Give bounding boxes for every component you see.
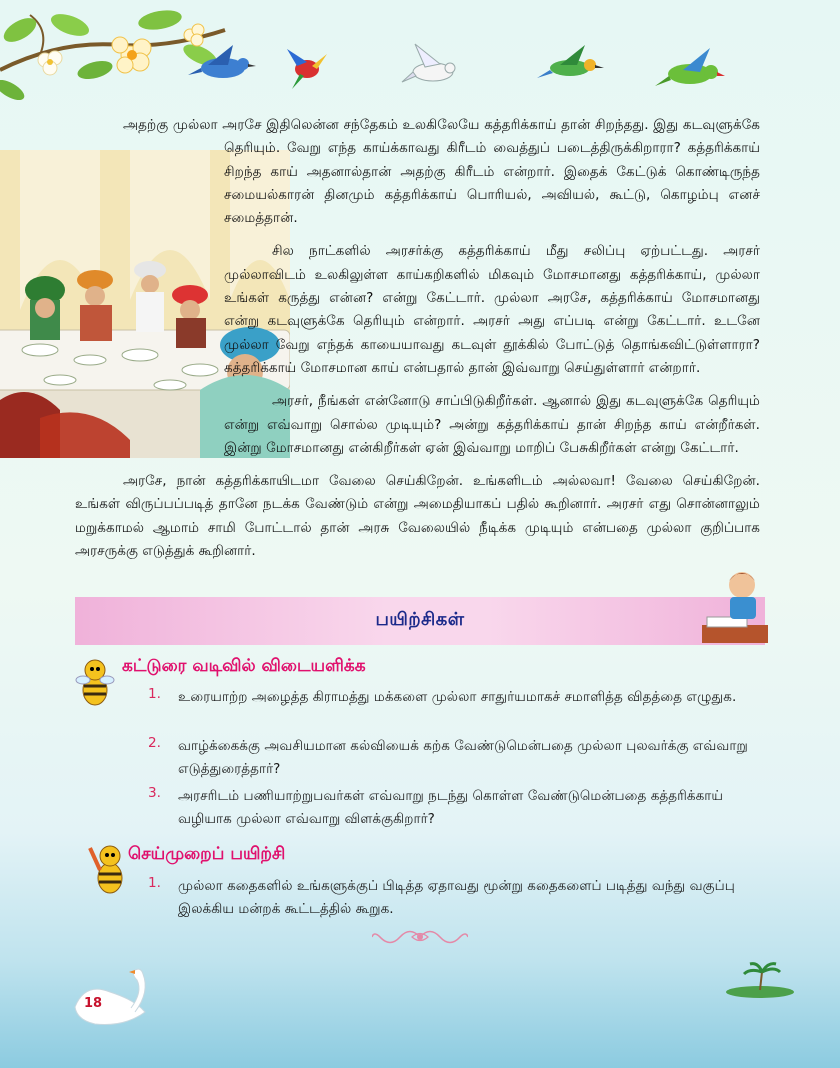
bee-eater-bird-icon: [535, 40, 605, 90]
studying-boy-icon: [702, 565, 768, 645]
story-paragraph-2: சில நாட்களில் அரசர்க்கு கத்தரிக்காய் மீது சலிப்பு ஏற்பட்டது. அரசர் முல்லாவிடம் உலகிலுள்ள காய்கறிகளில் மிகவும் மோசமானது கத்தரிக்காய், முல்லா உங்கள் கருத்து என்ன? என்று கேட்டார். முல்லா அரசே, கத்தரிக்காய் மோசமானது என்று கடவுளுக்கே தெரியும் என்றார். அரசர் அது எப்படி என்று கேட்டார். உடனே முல்லா வேறு எந்தக் காயையாவது கடவுள் தூக்கில் போட்டுத் தொங்கவிட்டுள்ளாரா? கத்தரிக்காய் மோசமான காய் என்பதால் தான் இவ்வாறு செய்துள்ளார் என்றார்.: [224, 243, 760, 376]
q2-number: 2.: [148, 735, 161, 751]
q3-text: அரசரிடம் பணியாற்றுபவர்கள் எவ்வாறு நடந்து கொள்ள வேண்டுமென்பதை கத்தரிக்காய் வழியாக முல்லா எவ்வாறு விளக்குகிறார்?: [178, 788, 724, 828]
exercises-title: பயிற்சிகள்: [375, 609, 465, 630]
q2-text: வாழ்க்கைக்கு அவசியமான கல்வியைக் கற்க வேண்டுமென்பதை முல்லா புலவர்க்கு எவ்வாறு எடுத்துரைத்தார்?: [178, 738, 748, 778]
ornament-divider: [372, 926, 468, 948]
bee-mascot-icon: [75, 652, 115, 712]
island-decoration: [720, 960, 800, 1000]
section2-heading: செய்முறைப் பயிற்சி: [128, 844, 286, 864]
page-number: 18: [84, 996, 103, 1011]
green-parrot-icon: [655, 46, 727, 96]
illustration-float: [0, 114, 224, 459]
story-paragraph-1-text: அதற்கு முல்லா அரசே இதிலென்ன சந்தேகம் உலகிலேயே கத்தரிக்காய் தான் சிறந்தது. இது கடவுளுக்கே தெரியும். வேறு எந்த காய்க்காவது கிரீடம் வைத்துப் படைத்திருக்கிறாரா? கத்தரிக்காய் சிறந்த காய் அதனால்தான் அதற்கு கிரீடம் என்றார். இதைக் கேட்டுக் கொண்டிருந்த சமையல்காரன் தினமும் கத்தரிக்காய் பொரியல், அவியல், கூட்டு, கொழம்பு எனச் சமைத்தான்.: [123, 117, 760, 227]
section1-heading: கட்டுரை வடிவில் விடையளிக்க: [122, 656, 366, 676]
bee-with-pencil-icon: [88, 840, 128, 898]
story-paragraph-3: அரசர், நீங்கள் என்னோடு சாப்பிடுகிறீர்கள். ஆனால் இது கடவுளுக்கே தெரியும் என்று எவ்வாறு சொல்ல முடியும்? அன்று கத்தரிக்காய் தான் சிறந்த காய் என்றீர்கள். இன்று மோசமானது என்கிறீர்கள் ஏன் இவ்வாறு மாறிப் பேசுகிறீர்கள் என்று கேட்டார்.: [224, 393, 760, 456]
p1-text: முல்லா கதைகளில் உங்களுக்குப் பிடித்த ஏதாவது மூன்று கதைகளைப் படித்து வந்து வகுப்பு இலக்கிய மன்றக் கூட்டத்தில் கூறுக.: [178, 878, 735, 918]
story-paragraph-4: அரசே, நான் கத்தரிக்காயிடமா வேலை செய்கிறேன். உங்களிடம் அல்லவா! வேலை செய்கிறேன். உங்கள் விருப்பப்படித் தானே நடக்க வேண்டும் என்று அமைதியாகப் பதில் கூறினார். அரசர் எது சொன்னாலும் மறுக்காமல் ஆமாம் சாமி போட்டால் தான் அரசு வேலையில் நீடிக்க முடியும் என்பதை முல்லா குறிப்பாக அரசருக்கு எடுத்துக் கூறினார்.: [75, 473, 760, 560]
white-dove-icon: [400, 42, 465, 92]
q1-text: உரையாற்ற அழைத்த கிராமத்து மக்களை முல்லா சாதுர்யமாகச் சமாளித்த விதத்தை எழுதுக.: [178, 689, 737, 705]
parrot-icon: [282, 44, 332, 94]
exercises-banner: [75, 597, 765, 645]
blue-bird-icon: [188, 40, 258, 90]
q3-number: 3.: [148, 785, 161, 801]
story-block: [75, 114, 760, 563]
q1-number: 1.: [148, 686, 161, 702]
swan-decoration: [65, 962, 155, 1032]
p1-number: 1.: [148, 875, 161, 891]
